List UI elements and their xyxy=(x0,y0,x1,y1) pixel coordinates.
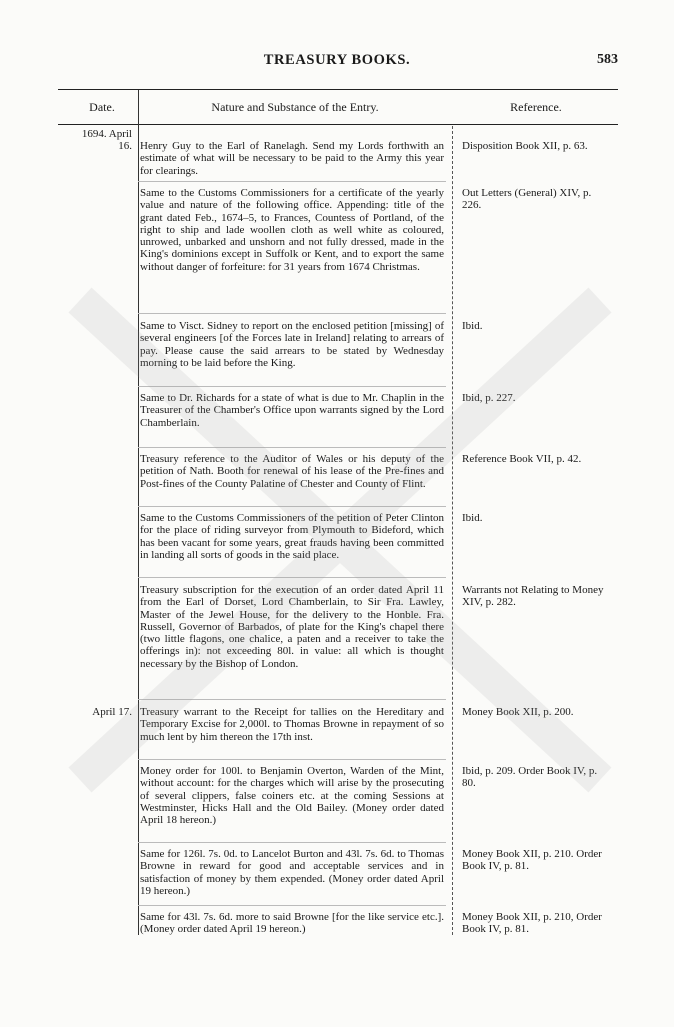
entry-paragraph: Treasury warrant to the Receipt for tallies on the Hereditary and Temporary Excise for 2,000l. to Thomas Browne in repayment of so much lent by him thereon the 17th inst. xyxy=(140,706,444,743)
entry-date-text: April 17. xyxy=(92,706,132,718)
entry-separator xyxy=(138,181,446,182)
reference-text: Warrants not Relating to Money XIV, p. 282. xyxy=(462,584,604,609)
reference-text: Money Book XII, p. 210, Order Book IV, p. 81. xyxy=(462,911,602,936)
entry-paragraph: Money order for 100l. to Benjamin Overton, Warden of the Mint, without account: for the charges which will arise by the prosecuting of several clippers, false coiners etc. at the coming Sessions at Westminster, Hicks Hall and the Old Bailey. (Money order dated April 18 hereon.) xyxy=(140,765,444,827)
entry-text xyxy=(140,392,444,429)
entry-separator xyxy=(138,386,446,387)
entry-reference xyxy=(462,706,612,718)
entry-text xyxy=(140,765,444,826)
reference-text: Out Letters (General) XIV, p. 226. xyxy=(462,187,592,212)
entry-reference xyxy=(462,848,612,873)
entry-text xyxy=(140,512,444,561)
entry-reference xyxy=(462,911,612,936)
entry-paragraph: Treasury reference to the Auditor of Wales or his deputy of the petition of Nath. Booth for renewal of his lease of the Pre-fines and Post-fines of the County Palatine of Chester and County of Flint. xyxy=(140,453,444,490)
reference-text: Money Book XII, p. 210. Order Book IV, p. 81. xyxy=(462,848,602,873)
column-divider-left xyxy=(138,90,139,935)
entry-text xyxy=(140,140,444,177)
reference-text: Reference Book VII, p. 42. xyxy=(462,453,582,465)
entry-separator xyxy=(138,577,446,578)
entry-text xyxy=(140,320,444,369)
entry-paragraph: Same for 43l. 7s. 6d. more to said Browne [for the like service etc.]. (Money order dated April 19 hereon.) xyxy=(140,911,444,936)
entry-text xyxy=(140,848,444,897)
entry-reference xyxy=(462,512,612,524)
entry-separator xyxy=(138,447,446,448)
entry-separator xyxy=(138,905,446,906)
entry-date-text: 1694. April 16. xyxy=(81,128,132,152)
entry-paragraph: Same to the Customs Commissioners for a certificate of the yearly value and nature of the following office. Appending: title of the grant dated Feb., 1674–5, to Frances, Countess of Portland, of the right to ship and lade woollen cloth as well white as coloured, unrowed, unbarked and unshorn and not fully dressed, made in the King's dominions except in Suffolk or Kent, and to export the same without danger of forfeiture: for 31 years from 1674 Christmas. xyxy=(140,187,444,273)
entry-text xyxy=(140,453,444,490)
entry-separator xyxy=(138,842,446,843)
entry-date xyxy=(70,128,132,152)
page-number: 583 xyxy=(597,52,618,67)
entry-paragraph: Same to the Customs Commissioners of the petition of Peter Clinton for the place of riding surveyor from Plymouth to Bideford, which has been vacant for some years, great frauds having been committed in landing all sorts of goods in the said place. xyxy=(140,512,444,561)
entry-text xyxy=(140,187,444,273)
entry-paragraph: Same to Visct. Sidney to report on the enclosed petition [missing] of several engineers [of the Forces late in Ireland] relating to arrears of pay. Please cause the said arrears to be stated by Wednesday morning to be laid before the King. xyxy=(140,320,444,369)
running-title: TREASURY BOOKS. xyxy=(263,52,411,68)
entry-reference xyxy=(462,584,612,609)
column-header-reference: Reference. xyxy=(510,100,562,114)
entry-text xyxy=(140,584,444,670)
column-header-nature: Nature and Substance of the Entry. xyxy=(211,100,379,114)
reference-text: Ibid. xyxy=(462,512,483,524)
entry-paragraph: Same for 126l. 7s. 0d. to Lancelot Burton and 43l. 7s. 6d. to Thomas Browne in reward for good and acceptable services and in satisfaction of money by them expended. (Money order dated April 19 hereon.) xyxy=(140,848,444,897)
reference-text: Ibid, p. 209. Order Book IV, p. 80. xyxy=(462,765,598,790)
entry-separator xyxy=(138,699,446,700)
entry-date xyxy=(70,706,132,718)
reference-text: Disposition Book XII, p. 63. xyxy=(462,140,588,152)
column-divider-right xyxy=(452,126,453,935)
reference-text: Money Book XII, p. 200. xyxy=(462,706,574,718)
entry-reference xyxy=(462,765,612,790)
entry-text xyxy=(140,706,444,743)
column-headers xyxy=(58,90,618,124)
entry-separator xyxy=(138,313,446,314)
entry-paragraph: Same to Dr. Richards for a state of what is due to Mr. Chaplin in the Treasurer of the Chamber's Office upon warrants signed by the Lord Chamberlain. xyxy=(140,392,444,429)
entry-reference xyxy=(462,320,612,332)
entry-reference xyxy=(462,392,612,404)
entry-reference xyxy=(462,140,612,152)
reference-text: Ibid, p. 227. xyxy=(462,392,516,404)
entry-paragraph: Henry Guy to the Earl of Ranelagh. Send my Lords forthwith an estimate of what will be necessary to be paid to the Army this year for clearings. xyxy=(140,140,444,177)
entry-reference xyxy=(462,453,612,465)
entry-paragraph: Treasury subscription for the execution of an order dated April 11 from the Earl of Dorset, Lord Chamberlain, to Sir Fra. Lawley, Master of the Jewel House, for the delivery to the Honble. Fra. Russell, Governor of Barbados, of plate for the King's chapel there (two little flagons, one chalice, a paten and a receiver to take the offerings in): not exceeding 80l. in value: all which is thought necessary by the Bishop of London. xyxy=(140,584,444,670)
entry-reference xyxy=(462,187,612,212)
entry-text xyxy=(140,911,444,936)
column-header-date: Date. xyxy=(89,100,115,114)
header-rule xyxy=(58,124,618,125)
reference-text: Ibid. xyxy=(462,320,483,332)
entry-separator xyxy=(138,506,446,507)
entry-separator xyxy=(138,759,446,760)
